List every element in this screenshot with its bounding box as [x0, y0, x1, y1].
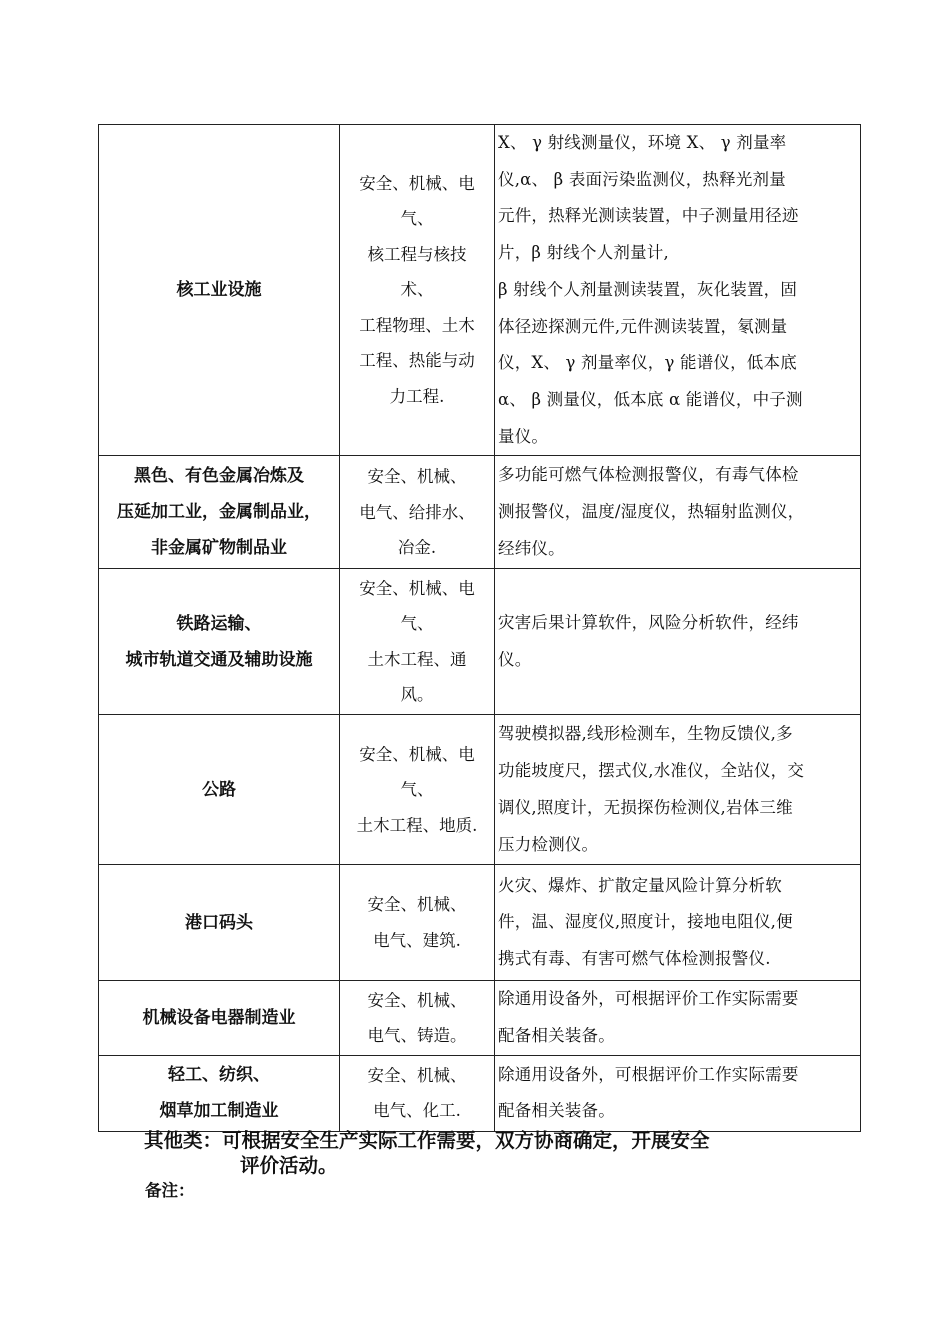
remarks-label: 备注：	[145, 1181, 195, 1200]
majors-text-line: 安全、机械、	[367, 1065, 467, 1085]
equipment-text-line: 仪。	[498, 649, 532, 669]
industry-cell	[99, 569, 340, 715]
majors-text-line: 电气、铸造。	[367, 1026, 467, 1046]
equipment-text-line: 灾害后果计算软件，风险分析软件，经纬	[498, 613, 799, 633]
majors-text-line: 安全、机械、电	[359, 173, 475, 193]
majors-cell	[340, 865, 495, 981]
equipment-text-line: 片，β 射线个人剂量计,	[498, 243, 669, 263]
industry-text-line: 港口码头	[185, 912, 253, 933]
industry-cell	[99, 125, 340, 456]
table-row	[99, 125, 861, 456]
equipment-cell	[495, 981, 861, 1055]
equipment-text-line: β 射线个人剂量测读装置，灰化装置，固	[498, 279, 798, 299]
equipment-text-line: 仪，X、 γ 剂量率仪，γ 能谱仪，低本底	[498, 353, 797, 373]
equipment-text-line: X、 γ 射线测量仪，环境 X、 γ 剂量率	[498, 133, 787, 152]
majors-text-line: 核工程与核技	[367, 244, 467, 264]
equipment-cell	[495, 125, 861, 456]
equipment-text-line: 火灾、爆炸、扩散定量风险计算分析软	[498, 875, 782, 895]
majors-cell	[340, 456, 495, 569]
industry-text-line: 城市轨道交通及辅助设施	[125, 649, 313, 670]
majors-text-line: 土木工程、通	[367, 649, 467, 669]
majors-text-line: 电气、化工.	[373, 1101, 461, 1121]
table-row	[99, 1055, 861, 1131]
industry-text-line: 轻工、纺织、	[168, 1065, 270, 1086]
majors-text-line: 工程物理、土木	[359, 315, 475, 335]
majors-cell	[340, 715, 495, 865]
equipment-cell	[495, 456, 861, 569]
equipment-text-line: 量仪。	[498, 426, 549, 446]
equipment-cell	[495, 1055, 861, 1131]
majors-text-line: 风。	[400, 685, 434, 705]
equipment-text-line: 测报警仪，温度/湿度仪，热辐射监测仪，	[498, 501, 805, 521]
equipment-text-line: 压力检测仪。	[498, 834, 599, 854]
equipment-text-line: 元件，热释光测读装置，中子测量用径迹	[498, 206, 799, 226]
majors-cell	[340, 1055, 495, 1131]
equipment-text-line: 仪,α、 β 表面污染监测仪，热释光剂量	[498, 169, 786, 189]
majors-cell	[340, 981, 495, 1055]
other-category-text: 其他类：可根据安全生产实际工作需要，双方协商确定，开展安全	[144, 1129, 710, 1152]
industry-text-line: 核工业设施	[176, 280, 262, 301]
industry-text-line: 黑色、有色金属冶炼及	[134, 466, 304, 487]
equipment-cell	[495, 569, 861, 715]
table-row	[99, 715, 861, 865]
equipment-text-line: 除通用设备外，可根据评价工作实际需要	[498, 1064, 799, 1084]
majors-text-line: 气、	[400, 614, 434, 634]
equipment-text-line: 除通用设备外，可根据评价工作实际需要	[498, 989, 799, 1009]
industry-text-line: 机械设备电器制造业	[142, 1008, 296, 1029]
equipment-text-line: 经纬仪。	[498, 538, 565, 558]
equipment-text-line: α、 β 测量仪，低本底 α 能谱仪，中子测	[498, 389, 803, 409]
equipment-text-line: 多功能可燃气体检测报警仪，有毒气体检	[498, 465, 799, 485]
table-row	[99, 456, 861, 569]
majors-text-line: 术、	[400, 280, 434, 300]
equipment-text-line: 配备相关装备。	[498, 1026, 615, 1046]
majors-text-line: 安全、机械、	[367, 990, 467, 1010]
majors-text-line: 电气、建筑.	[373, 930, 461, 950]
table-body	[99, 125, 861, 1132]
majors-cell	[340, 125, 495, 456]
table-row	[99, 569, 861, 715]
equipment-text-line: 体径迹探测元件,元件测读装置，氡测量	[498, 316, 788, 336]
equipment-text-line: 配备相关装备。	[498, 1101, 615, 1121]
industry-cell	[99, 981, 340, 1055]
industry-cell	[99, 456, 340, 569]
table-row	[99, 865, 861, 981]
industry-text-line: 烟草加工制造业	[159, 1101, 279, 1122]
majors-cell	[340, 569, 495, 715]
majors-text-line: 力工程.	[389, 386, 445, 406]
industry-cell	[99, 1055, 340, 1131]
majors-text-line: 安全、机械、电	[359, 744, 475, 764]
industry-cell	[99, 865, 340, 981]
equipment-cell	[495, 715, 861, 865]
equipment-text-line: 携式有毒、有害可燃气体检测报警仪.	[498, 949, 771, 969]
majors-text-line: 气、	[400, 209, 434, 229]
equipment-requirements-table	[98, 124, 861, 1132]
equipment-cell	[495, 865, 861, 981]
industry-text-line: 压延加工业，金属制品业，	[117, 502, 321, 523]
equipment-text-line: 调仪,照度计，无损探伤检测仪,岩体三维	[498, 797, 793, 817]
majors-text-line: 安全、机械、电	[359, 578, 475, 598]
majors-text-line: 土木工程、地质.	[356, 815, 478, 835]
industry-text-line: 非金属矿物制品业	[151, 538, 287, 559]
majors-text-line: 安全、机械、	[367, 467, 467, 487]
majors-text-line: 冶金.	[397, 538, 437, 558]
industry-text-line: 铁路运输、	[176, 613, 262, 634]
equipment-text-line: 功能坡度尺，摆式仪,水准仪，全站仪，交	[498, 761, 805, 781]
other-category-text-continued: 评价活动。	[240, 1154, 338, 1177]
majors-text-line: 工程、热能与动	[359, 351, 475, 371]
majors-text-line: 安全、机械、	[367, 895, 467, 915]
majors-text-line: 气、	[400, 780, 434, 800]
equipment-text-line: 驾驶模拟器,线形检测车，生物反馈仪,多	[498, 724, 793, 744]
table-row	[99, 981, 861, 1055]
majors-text-line: 电气、给排水、	[359, 502, 475, 522]
industry-cell	[99, 715, 340, 865]
equipment-text-line: 件，温、湿度仪,照度计，接地电阻仪,便	[498, 912, 793, 932]
industry-text-line: 公路	[202, 779, 236, 800]
